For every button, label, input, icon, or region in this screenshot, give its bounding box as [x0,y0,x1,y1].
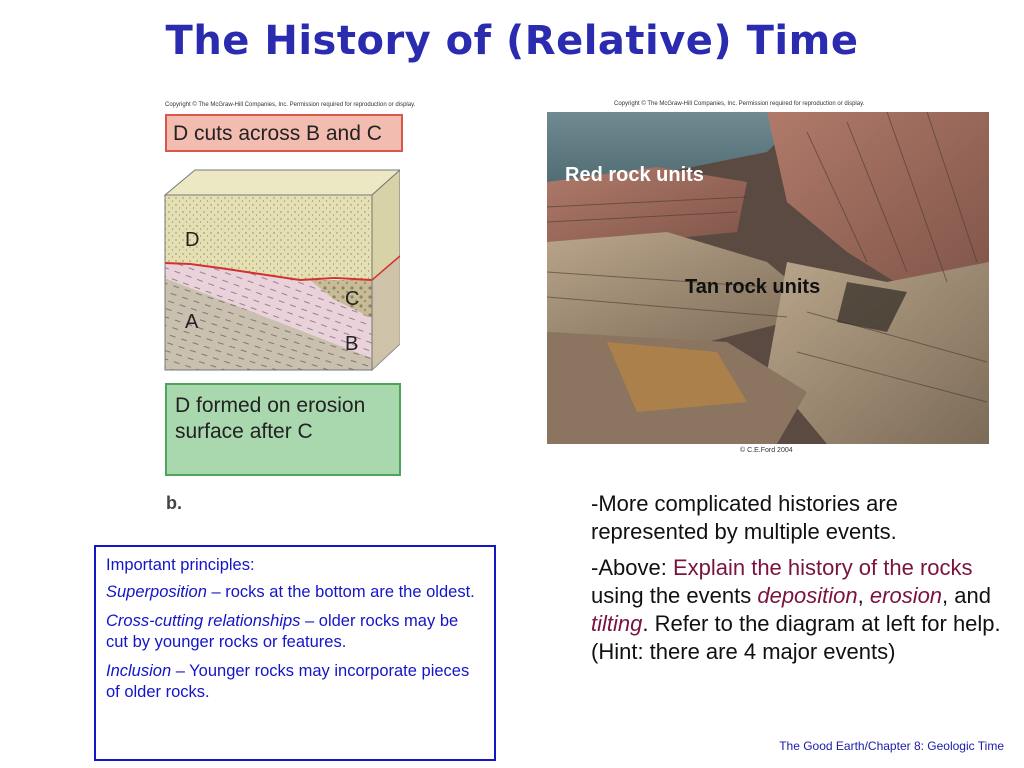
label-d: D [185,229,200,251]
photo-copyright: Copyright © The McGraw-Hill Companies, Inc. Permission required for reproduction or display. [614,101,865,107]
body-text [591,490,1001,674]
principle-superposition: Superposition – rocks at the bottom are the oldest. [106,583,475,601]
bottom-caption-box [165,383,401,476]
red-rock-label: Red rock units [565,164,704,186]
principle-cross-cutting: Cross-cutting relationships – older rocks may be cut by younger rocks or features. [106,612,459,651]
slide-title: The History of (Relative) Time [165,18,859,64]
block-top-face [165,170,400,195]
principle-term: Cross-cutting relationships [106,612,301,630]
principle-term: Inclusion [106,662,172,680]
body-paragraph-1: -More complicated histories are represented by multiple events. [591,491,898,544]
highlight-text: Explain the history of the rocks [672,555,973,580]
left-copyright: Copyright © The McGraw-Hill Companies, Inc. Permission required for reproduction or display. [165,102,416,108]
principle-term: Superposition [106,583,207,601]
principles-box [94,545,496,761]
principles-heading: Important principles: [106,556,255,574]
label-b: B [345,333,359,355]
term-erosion: erosion [869,583,943,608]
bottom-caption-line1: D formed on erosion [175,394,366,417]
figure-label: b. [166,493,182,513]
footer-text: The Good Earth/Chapter 8: Geologic Time [779,739,1004,753]
rock-photo [547,112,989,444]
body-paragraph-2: -Above: Explain the history of the rocks using the events deposition, erosion, and tilting. Refer to the diagram at left for help. (Hint: there are 4 major events) [591,555,1001,664]
top-caption-box: D cuts across B and C [165,114,403,152]
term-deposition: deposition [757,583,858,608]
term-tilting: tilting [591,611,643,636]
photo-credit: © C.E.Ford 2004 [740,447,793,454]
label-a: A [185,311,199,333]
block-diagram [160,168,400,374]
label-c: C [345,288,360,310]
principle-inclusion: Inclusion – Younger rocks may incorporate pieces of older rocks. [106,662,470,701]
tan-rock-label: Tan rock units [685,276,821,298]
bottom-caption-line2: surface after C [175,420,313,443]
